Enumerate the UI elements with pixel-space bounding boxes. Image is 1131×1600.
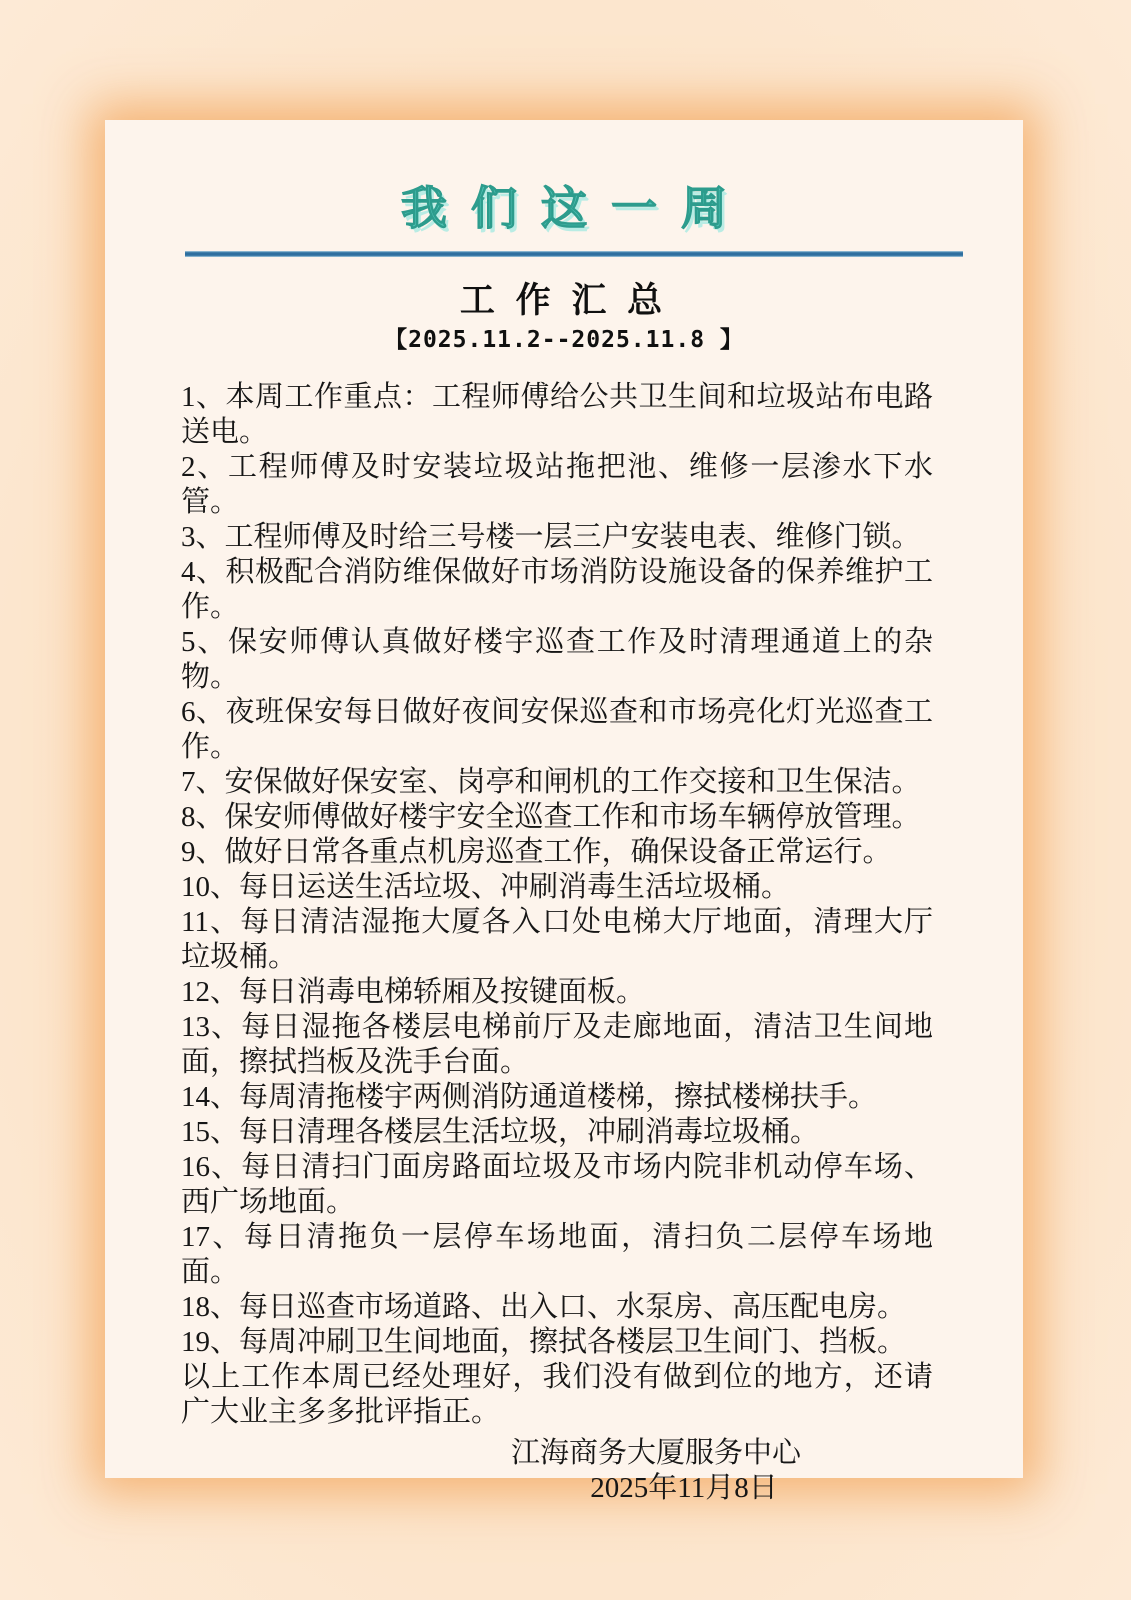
work-item: 5、保安师傅认真做好楼宇巡查工作及时清理通道上的杂物。 [181, 625, 933, 693]
work-item: 11、每日清洁湿拖大厦各入口处电梯大厅地面，清理大厅垃圾桶。 [181, 905, 933, 973]
work-item: 1、本周工作重点：工程师傅给公共卫生间和垃圾站布电路送电。 [181, 380, 933, 448]
work-item: 10、每日运送生活垃圾、冲刷消毒生活垃圾桶。 [181, 870, 791, 903]
work-item: 14、每周清拖楼宇两侧消防通道楼梯，擦拭楼梯扶手。 [181, 1080, 878, 1113]
work-item: 19、每周冲刷卫生间地面，擦拭各楼层卫生间门、挡板。 [181, 1325, 907, 1358]
section-heading: 工 作 汇 总 [459, 280, 669, 320]
work-item: 3、工程师傅及时给三号楼一层三户安装电表、维修门锁。 [181, 520, 921, 553]
work-item: 16、每日清扫门面房路面垃圾及市场内院非机动停车场、西广场地面。 [181, 1150, 933, 1218]
work-item: 15、每日清理各楼层生活垃圾，冲刷消毒垃圾桶。 [181, 1115, 820, 1148]
signature: 江海商务大厦服务中心 [510, 1436, 801, 1469]
work-item: 9、做好日常各重点机房巡查工作，确保设备正常运行。 [181, 835, 892, 868]
notice-paper [105, 120, 1023, 1504]
work-item: 13、每日湿拖各楼层电梯前厅及走廊地面，清洁卫生间地面，擦拭挡板及洗手台面。 [181, 1010, 933, 1078]
work-item: 6、夜班保安每日做好夜间安保巡查和市场亮化灯光巡查工作。 [181, 695, 933, 763]
work-summary-list [181, 380, 933, 1360]
work-item: 18、每日巡查市场道路、出入口、水泵房、高压配电房。 [181, 1290, 907, 1323]
signature-date: 2025年11月8日 [590, 1471, 778, 1504]
title-divider [185, 251, 963, 257]
work-item: 2、工程师傅及时安装垃圾站拖把池、维修一层渗水下水管。 [181, 450, 933, 518]
work-item: 7、安保做好保安室、岗亭和闸机的工作交接和卫生保洁。 [181, 765, 921, 798]
closing-remark: 以上工作本周已经处理好，我们没有做到位的地方，还请广大业主多多批评指正。 [181, 1360, 933, 1428]
work-item: 17、每日清拖负一层停车场地面，清扫负二层停车场地面。 [181, 1220, 933, 1288]
work-item: 12、每日消毒电梯轿厢及按键面板。 [181, 975, 646, 1008]
work-item: 8、保安师傅做好楼宇安全巡查工作和市场车辆停放管理。 [181, 800, 921, 833]
page-title: 我们这一周 [401, 181, 751, 235]
date-range: 【2025.11.2--2025.11.8 】 [384, 326, 744, 353]
work-item: 4、积极配合消防维保做好市场消防设施设备的保养维护工作。 [181, 555, 933, 623]
closing-remark-container [181, 1360, 933, 1430]
